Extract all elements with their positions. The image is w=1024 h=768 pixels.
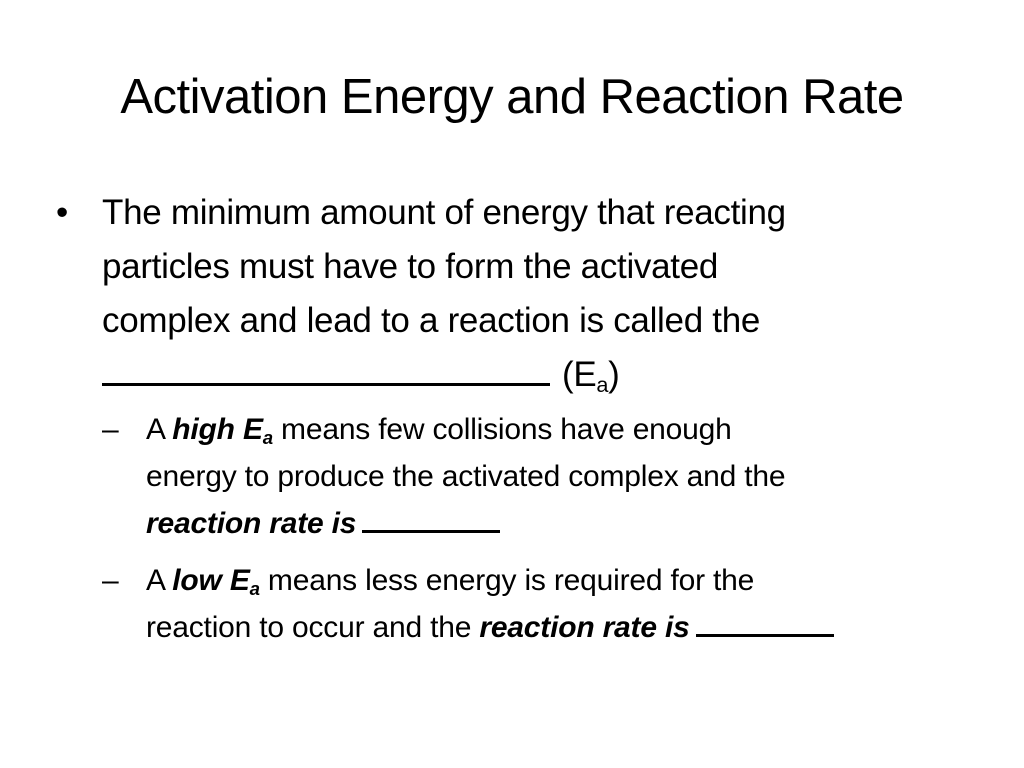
- ea-subscript: a: [596, 372, 609, 398]
- reaction-rate-label: reaction rate is: [146, 507, 357, 540]
- sub-bullet-2-line-1: [146, 557, 984, 604]
- low-ea-subscript: a: [249, 578, 260, 600]
- sub-bullet-1-line-1: [146, 406, 984, 453]
- sub-bullet-1-line-3: [146, 500, 984, 547]
- dash-icon: –: [102, 564, 119, 597]
- sub-bullet-low-ea: [102, 557, 984, 651]
- sub-bullet-high-ea: [102, 406, 984, 547]
- ea-close: ): [608, 355, 620, 394]
- sub-bullet-2-rest: means less energy is required for the: [259, 564, 755, 597]
- sub-bullet-2-prefix: A: [146, 564, 173, 597]
- main-bullet-line-2: particles must have to form the activated: [102, 247, 719, 286]
- ea-open: (E: [562, 355, 597, 394]
- main-bullet-text: [102, 186, 984, 402]
- sub-bullet-1-rest: means few collisions have enough: [272, 413, 732, 446]
- slide-title: Activation Energy and Reaction Rate: [120, 70, 904, 124]
- sub-bullet-1-line-2: energy to produce the activated complex and the: [146, 460, 786, 493]
- sub-bullet-1-prefix: A: [146, 413, 173, 446]
- main-bullet: [54, 186, 984, 402]
- fill-in-blank-short: [362, 504, 500, 533]
- reaction-rate-label: reaction rate is: [479, 611, 690, 644]
- sub-bullet-1-emph: [172, 413, 273, 449]
- sub-bullet-list: [54, 406, 984, 651]
- sub-bullet-2-line-2: [146, 604, 984, 651]
- low-ea-label: low E: [172, 564, 250, 597]
- main-bullet-line-1: The minimum amount of energy that reacting: [102, 193, 786, 232]
- slide-body: [54, 186, 984, 661]
- main-bullet-line-3: complex and lead to a reaction is called the: [102, 301, 761, 340]
- high-ea-label: high E: [172, 413, 263, 446]
- fill-in-blank-short: [696, 608, 834, 637]
- fill-in-blank-long: [102, 349, 550, 386]
- bullet-dot-icon: •: [56, 193, 68, 232]
- high-ea-subscript: a: [262, 427, 273, 449]
- dash-icon: –: [102, 413, 119, 446]
- sub-bullet-2-emph: [172, 564, 260, 600]
- sub-bullet-2-plain: reaction to occur and the: [146, 611, 480, 644]
- main-bullet-line-4: [102, 348, 984, 402]
